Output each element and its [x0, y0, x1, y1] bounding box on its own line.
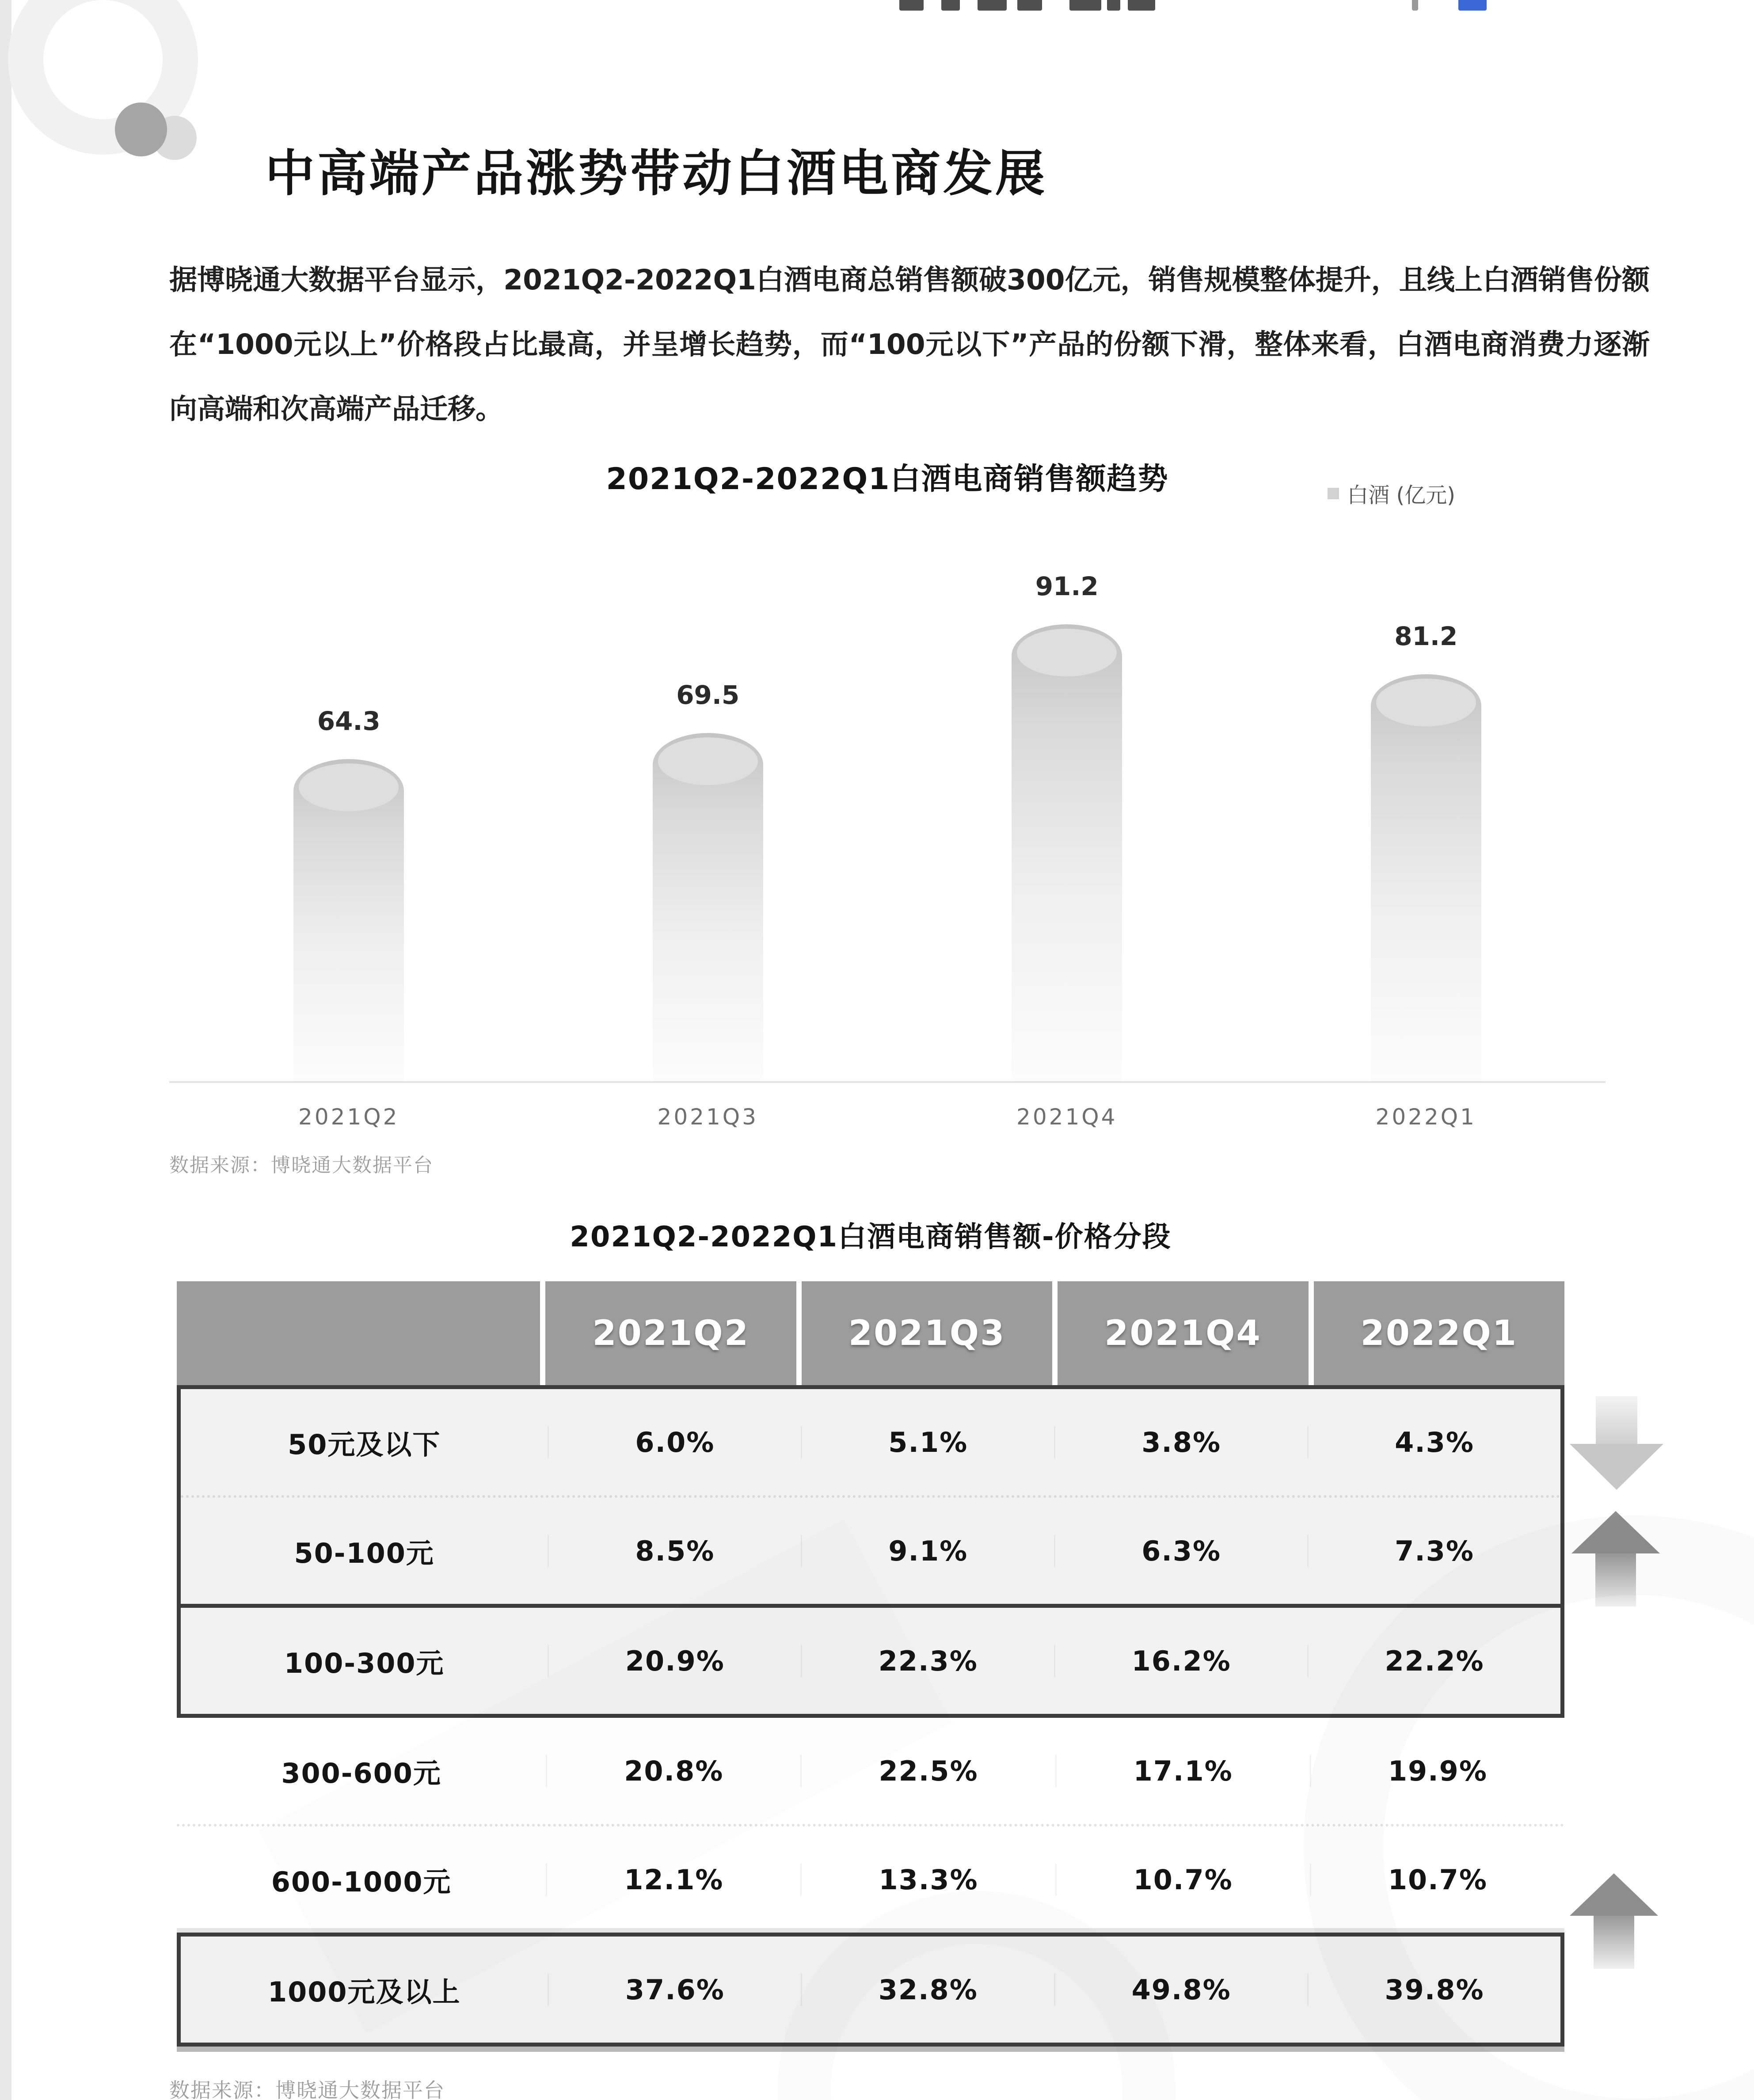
- cell-value: 39.8%: [1307, 1974, 1560, 2006]
- x-tick-label: 2022Q1: [1375, 1104, 1476, 1130]
- cell-value: 32.8%: [801, 1974, 1054, 2006]
- arrow-stem: [1596, 1396, 1637, 1444]
- row-label: 50-100元: [294, 1537, 434, 1569]
- highlight-box-high-price: [177, 1933, 1564, 2047]
- cell-value: 3.8%: [1054, 1426, 1307, 1458]
- cell-value: 10.7%: [1310, 1864, 1564, 1896]
- cell-value: 20.9%: [548, 1645, 801, 1677]
- highlight-box-mid-price: [177, 1608, 1564, 1718]
- bar-slot: [1247, 621, 1606, 1081]
- cell-value: 8.5%: [548, 1535, 801, 1567]
- bar-slot: [529, 680, 888, 1081]
- table-source-note: 数据来源：博晓通大数据平台: [169, 2078, 445, 2100]
- bar-value-label: 64.3: [317, 706, 380, 736]
- column-header: 2021Q4: [1058, 1281, 1308, 1385]
- cell-value: 20.8%: [546, 1755, 800, 1787]
- cropped-glyph: [1017, 0, 1042, 11]
- table-row: [181, 1608, 1560, 1714]
- cell-value: 4.3%: [1307, 1426, 1560, 1458]
- arrow-head: [1570, 1444, 1663, 1490]
- price-segment-table: [177, 1281, 1564, 2047]
- table-row: [181, 1495, 1560, 1604]
- column-header: 2021Q3: [802, 1281, 1052, 1385]
- cell-value: 13.3%: [800, 1864, 1055, 1896]
- bar-chart: [169, 455, 1606, 1177]
- cell-value: 22.2%: [1307, 1645, 1560, 1677]
- arrow-stem: [1595, 1553, 1636, 1606]
- bar-2022q1: [1371, 674, 1481, 1081]
- bar-value-label: 91.2: [1035, 571, 1099, 601]
- intro-paragraph: 据博晓通大数据平台显示，2021Q2-2022Q1白酒电商总销售额破300亿元，销售规模整体提升，且线上白酒销售份额在“1000元以上”价格段占比最高，并呈增长趋势，而“100元以下”产品的份额下滑，整体来看，白酒电商消费力逐渐向高端和次高端产品迁移。: [169, 264, 1650, 425]
- table-header-row: [177, 1281, 1564, 1385]
- bar-value-label: 81.2: [1394, 621, 1458, 651]
- table-corner-cell: [177, 1281, 540, 1385]
- cell-value: 22.3%: [801, 1645, 1054, 1677]
- legend-swatch-icon: [1328, 488, 1339, 499]
- page-left-edge: [0, 0, 11, 2100]
- x-tick-label: 2021Q4: [1016, 1104, 1118, 1130]
- cell-value: 12.1%: [546, 1864, 800, 1896]
- row-label: 1000元及以上: [267, 1975, 461, 2008]
- cell-value: 6.3%: [1054, 1535, 1307, 1567]
- cell-value: 6.0%: [548, 1426, 801, 1458]
- x-tick-label: 2021Q3: [657, 1104, 758, 1130]
- row-label: 300-600元: [281, 1757, 441, 1789]
- bar-slot: [887, 571, 1247, 1081]
- title-bullet-icon: [115, 103, 167, 156]
- table-row: [181, 1937, 1560, 2043]
- cropped-blue-control[interactable]: [1458, 0, 1487, 11]
- bar-value-label: 69.5: [676, 680, 740, 710]
- chart-source-note: 数据来源：博晓通大数据平台: [169, 1154, 434, 1177]
- x-tick-label: 2021Q2: [298, 1104, 400, 1130]
- row-label: 600-1000元: [271, 1865, 452, 1898]
- cropped-glyph: [1128, 0, 1155, 11]
- chart-x-axis: [169, 1083, 1606, 1130]
- cell-value: 49.8%: [1054, 1974, 1307, 2006]
- arrow-head: [1571, 1511, 1660, 1553]
- highlight-box-low-price: [177, 1385, 1564, 1608]
- legend-label: 白酒 (亿元): [1347, 483, 1455, 508]
- cell-value: 37.6%: [548, 1974, 801, 2006]
- cropped-glyph: [978, 0, 1007, 11]
- cropped-glyph: [941, 0, 960, 11]
- row-label: 100-300元: [284, 1647, 445, 1679]
- cropped-glyph: [1069, 0, 1101, 11]
- cell-value: 5.1%: [801, 1426, 1054, 1458]
- page-title: 中高端产品涨势带动白酒电商发展: [265, 145, 1047, 203]
- table-row: [181, 1389, 1560, 1495]
- table-row: [177, 1824, 1564, 1933]
- cell-value: 22.5%: [800, 1755, 1055, 1787]
- cropped-glyph: [1107, 0, 1120, 11]
- row-label: 50元及以下: [288, 1428, 441, 1461]
- cell-value: 7.3%: [1307, 1535, 1560, 1567]
- table-row: [177, 1718, 1564, 1824]
- bar-2021q2: [293, 759, 404, 1081]
- chart-legend: [1328, 478, 1455, 509]
- trend-up-arrow-icon: [1570, 1873, 1658, 1969]
- trend-up-arrow-icon: [1571, 1511, 1660, 1606]
- arrow-head: [1570, 1873, 1658, 1916]
- cell-value: 19.9%: [1310, 1755, 1564, 1787]
- cell-value: 17.1%: [1055, 1755, 1310, 1787]
- cropped-text-fragment: [0, 0, 1754, 15]
- bar-slot: [169, 706, 529, 1081]
- column-header: 2022Q1: [1314, 1281, 1564, 1385]
- bar-2021q4: [1012, 624, 1122, 1081]
- chart-title: 2021Q2-2022Q1白酒电商销售额趋势: [606, 462, 1169, 497]
- cropped-glyph: [899, 0, 924, 11]
- chart-plot-area: [169, 560, 1606, 1083]
- column-header: 2021Q2: [545, 1281, 796, 1385]
- cropped-glyph: [1412, 0, 1418, 11]
- table-title: 2021Q2-2022Q1白酒电商销售额-价格分段: [570, 1221, 1172, 1253]
- bar-2021q3: [653, 733, 763, 1081]
- cell-value: 16.2%: [1054, 1645, 1307, 1677]
- trend-down-arrow-icon: [1570, 1396, 1663, 1490]
- arrow-stem: [1594, 1916, 1634, 1969]
- cell-value: 10.7%: [1055, 1864, 1310, 1896]
- cell-value: 9.1%: [801, 1535, 1054, 1567]
